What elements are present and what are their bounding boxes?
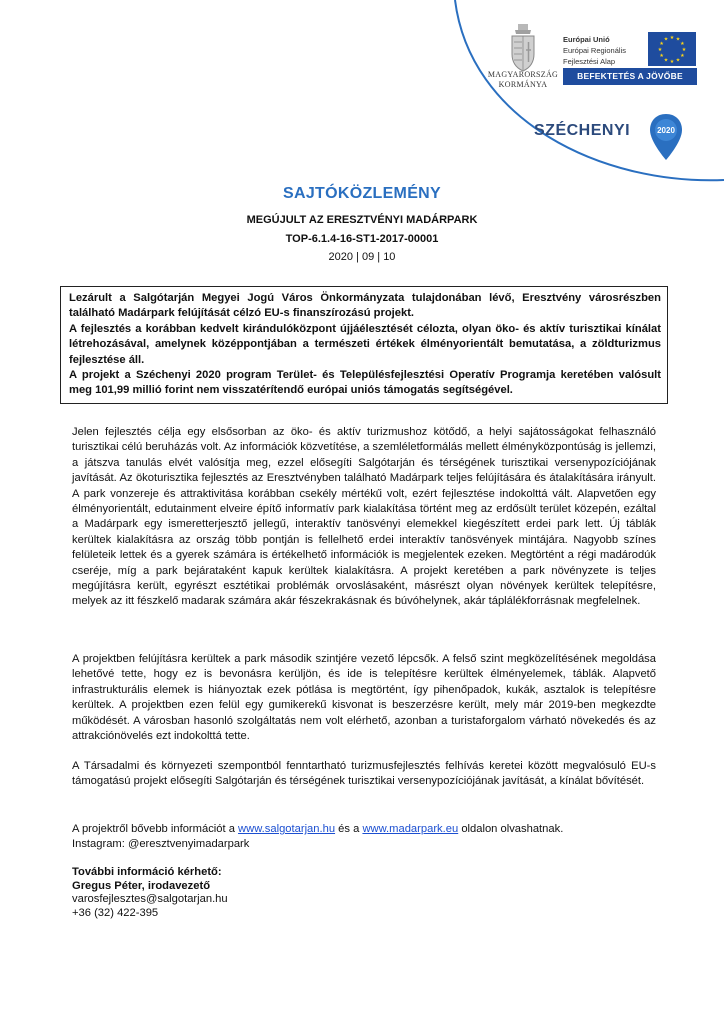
svg-text:★: ★	[663, 36, 669, 43]
contact-name: Gregus Péter, irodavezető	[72, 879, 211, 892]
svg-text:★: ★	[669, 35, 675, 41]
svg-text:★: ★	[669, 59, 675, 65]
links-prefix: A projektről bővebb információt a	[72, 823, 235, 835]
eu-fund-label	[563, 34, 643, 67]
invest-banner: BEFEKTETÉS A JÖVŐBE	[563, 68, 697, 85]
svg-text:★: ★	[657, 47, 663, 53]
svg-text:★: ★	[659, 41, 664, 47]
page-title: SAJTÓKÖZLEMÉNY	[283, 185, 441, 202]
body-text-2: A projektben felújításra kerültek a park második szintjére vezető lépcsők. A felső szint megközelítésének megoldása lehetővé tette, hogy ez is bevonásra kerüljön, és ide is telepítésre kerültek élményelemek, táblák. Alapvető infrastrukturális elemek is hiányoztak ezek pótlása is megtörtént, így pihenőpadok, kukák, asztalok is telepítésre kerültek. A projektben ezen felül egy gumikerekű kisvonat is beszerzésre került, mely már 2019-ben megkezdte működését. A városban hasonló szolgáltatás nem volt elérhető, azonban a turistaforgalom várható növekedés és az attrakciónövelés ezt indokolttá tette.	[72, 653, 656, 743]
body-paragraph-3	[72, 759, 656, 790]
szechenyi-year: 2020	[657, 126, 675, 135]
project-code: TOP-6.1.4-16-ST1-2017-00001	[285, 233, 439, 245]
svg-text:★: ★	[675, 36, 681, 43]
svg-text:★: ★	[663, 57, 669, 64]
links-middle: és a	[338, 823, 360, 835]
links-suffix: oldalon olvashatnak.	[461, 823, 564, 835]
coat-of-arms-icon	[506, 24, 540, 72]
page-subtitle: MEGÚJULT AZ ERESZTVÉNYI MADÁRPARK	[246, 214, 478, 226]
svg-text:★: ★	[680, 53, 685, 59]
svg-text:★: ★	[680, 41, 685, 47]
eu-line-1: Európai Unió	[563, 35, 610, 44]
eu-line-3: Fejlesztési Alap	[563, 57, 616, 66]
szechenyi-2020-pin-icon	[648, 112, 684, 162]
more-info-links	[72, 822, 656, 853]
svg-text:★: ★	[675, 57, 681, 64]
header-arc-decoration	[0, 0, 724, 200]
lead-paragraph-3: A projekt a Széchenyi 2020 program Terület- és Településfejlesztési Operatív Programja keretében valósult meg 101,99 millió forint nem visszatérítendő európai uniós támogatás segítségével.	[69, 369, 661, 397]
body-text-1: Jelen fejlesztés célja egy elsősorban az öko- és aktív turizmushoz kötődő, a helyi sajátosságokat felhasználó turisztikai célú beruházás volt. Az információk közvetítése, a szemléletformálás mellett élményközpontúság is jellemzi, a játszva tanulás elvét valósítja meg, ezzel elősegíti Salgótarján és térségének turisztikai versenypozíciójának javítását. Az ökoturisztika fejlesztés az Eresztvényben található Madárpark teljes felújítására és átalakítására irányult. A park vonzereje és attraktivitása korábban csekély mértékű volt, ezért fejlesztése indokolttá vált. Alapvetően egy élményorientált, edutainment elveire építő informatív park kialakítása történt meg az erdősült terület közepén, ezáltal a Madárpark egy ismeretterjesztő jellegű, interaktív tanösvényi elemekkel kiegészített erdei park lett. Új táblák kerültek kialakításra az ország több pontján is fellelhető erdei interaktív tanösvények mintájára. Nagyobb színes felületeik lettek és a gyerek számára is értékelhető információk is megjelentek ezeken. Megtörtént a régi madárodúk cseréje, míg a park bejárataként kapuk kerültek kialakításra. A projekt keretében a park növényzete is teljes megújításra került, egyrészt esztétikai problémák orvoslásaként, másrészt olyan növények kerültek telepítésre, melyek az itt fészkelő madarak számára akár fészekrakásnak és búvóhelynek, akár táplálékforrásnak megfelelnek.	[72, 426, 656, 608]
contact-heading: További információ kérhető:	[72, 866, 222, 878]
eu-flag-icon	[648, 32, 696, 66]
body-paragraph-2	[72, 652, 656, 744]
government-label: MAGYARORSZÁG KORMÁNYA	[487, 70, 559, 89]
szechenyi-logo-text: SZÉCHENYI	[534, 122, 631, 139]
madarpark-link[interactable]: www.madarpark.eu	[362, 823, 459, 835]
lead-paragraph-1: Lezárult a Salgótarján Megyei Jogú Város Önkormányzata tulajdonában lévő, Eresztvény városrészben található Madárpark felújítását célzó EU-s finanszírozású projekt.	[69, 292, 661, 320]
instagram-handle: Instagram: @eresztvenyimadarpark	[72, 838, 250, 851]
eu-line-2: Európai Regionális	[563, 46, 626, 55]
contact-phone: +36 (32) 422-395	[72, 906, 159, 919]
release-date: 2020 | 09 | 10	[328, 251, 396, 263]
salgotarjan-link[interactable]: www.salgotarjan.hu	[238, 823, 336, 835]
body-paragraph-1	[72, 425, 656, 610]
svg-text:★: ★	[659, 53, 664, 59]
svg-text:★: ★	[681, 47, 687, 53]
contact-email: varosfejlesztes@salgotarjan.hu	[72, 893, 228, 906]
contact-block	[72, 866, 472, 920]
lead-paragraph-2: A fejlesztés a korábban kedvelt kirándulóközpont újjáélesztését célozta, olyan öko- és aktív turisztikai kínálat létrehozásával, amelynek középpontjában a természeti értékek élményorientált bemutatása, a zöldturizmus fejlesztése áll.	[69, 322, 661, 366]
lead-summary-box	[60, 286, 668, 404]
body-text-3: A Társadalmi és környezeti szempontból fenntartható turizmusfejlesztés felhívás keretei között megvalósuló EU-s támogatású projekt elősegíti Salgótarján és térségének turisztikai versenypozíciójának javítását, a kínálat bővítését.	[72, 760, 656, 788]
